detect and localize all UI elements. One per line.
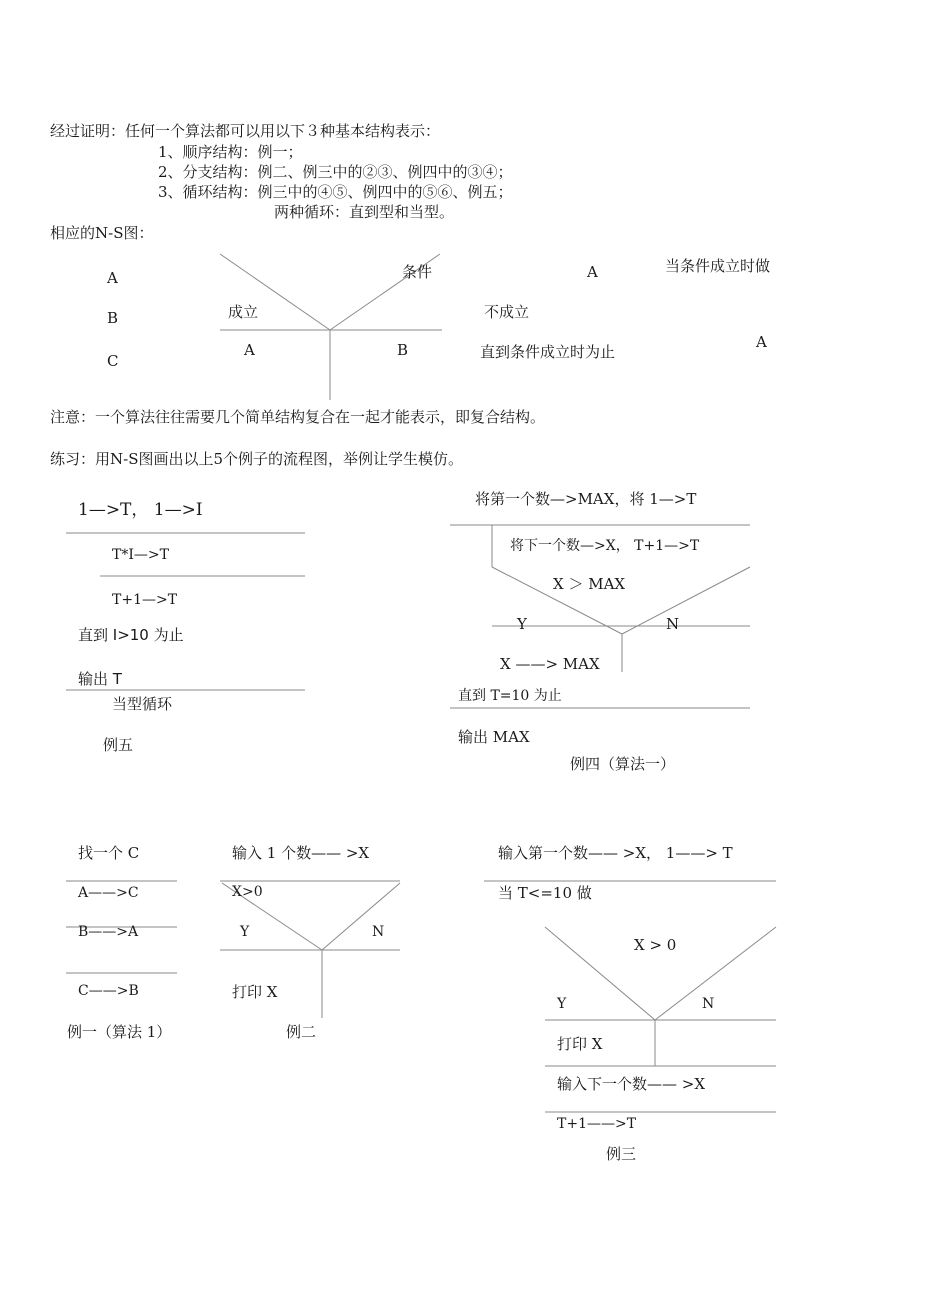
until-body-a: A (756, 333, 767, 351)
ex3-no: N (702, 996, 715, 1012)
exercise-text: 练习：用N-S图画出以上5个例子的流程图，举例让学生模仿。 (50, 450, 464, 468)
ex3-input: 输入第一个数—— >X， 1——> T (498, 844, 733, 862)
ex3-increment: T+1——>T (557, 1116, 637, 1132)
ex3-while: 当 T<=10 做 (498, 884, 592, 902)
ex4-condition: X ＞ MAX (553, 575, 626, 593)
ex4-until: 直到 T=10 为止 (458, 688, 562, 704)
structure-branch: 2、分支结构：例二、例三中的②③、例四中的③④； (158, 163, 513, 181)
ex5-init: 1—>T， 1—>I (78, 500, 203, 520)
ex5-until: 直到 I>10 为止 (78, 626, 184, 644)
ex2-condition: X>0 (232, 884, 263, 900)
ex3-yes: Y (557, 996, 567, 1012)
branch-no-label: 不成立 (484, 303, 530, 321)
ex4-caption: 例四（算法一） (570, 755, 676, 773)
ex1-b-to-a: B——>A (78, 924, 139, 940)
ex3-read-next: 输入下一个数—— >X (557, 1075, 706, 1093)
ex5-multiply: T*I—>T (112, 547, 169, 563)
ex1-a-to-c: A——>C (78, 885, 139, 901)
ex3-print: 打印 X (557, 1035, 603, 1053)
ex2-yes: Y (240, 924, 250, 940)
branch-yes-label: 成立 (228, 303, 259, 321)
ex5-output: 输出 T (78, 670, 122, 688)
ex5-while-note: 当型循环 (112, 695, 173, 713)
seq-label-a: A (107, 269, 118, 287)
while-label: 当条件成立时做 (665, 257, 771, 275)
ex2-print: 打印 X (232, 983, 278, 1001)
ex3-caption: 例三 (606, 1145, 637, 1163)
ex3-condition: X > 0 (634, 936, 677, 954)
seq-label-b: B (107, 309, 119, 327)
branch-b: B (397, 341, 409, 359)
until-label: 直到条件成立时为止 (480, 343, 616, 361)
ex2-no: N (372, 924, 385, 940)
ns-title: 相应的N-S图： (50, 224, 154, 242)
ex5-increment: T+1—>T (112, 592, 178, 608)
intro-line: 经过证明：任何一个算法都可以用以下３种基本结构表示： (50, 122, 441, 140)
ex5-caption: 例五 (103, 736, 134, 754)
note-text: 注意：一个算法往往需要几个简单结构复合在一起才能表示，即复合结构。 (50, 408, 546, 426)
structure-loop: 3、循环结构：例三中的④⑤、例四中的⑤⑥、例五； (158, 183, 513, 201)
ex2-caption: 例二 (286, 1023, 317, 1041)
branch-condition: 条件 (402, 263, 433, 281)
ex1-caption: 例一（算法 1） (67, 1023, 172, 1041)
ex4-output: 输出 MAX (458, 728, 530, 746)
ex1-find-c: 找一个 C (78, 844, 140, 862)
branch-a: A (244, 341, 255, 359)
ex1-c-to-b: C——>B (78, 983, 139, 999)
ex4-init: 将第一个数—>MAX，将 1—>T (475, 490, 697, 508)
seq-label-c: C (107, 352, 119, 370)
ex2-input: 输入 1 个数—— >X (232, 844, 370, 862)
ex4-yes: Y (517, 615, 527, 633)
ex4-no: N (666, 615, 680, 633)
ex4-read-next: 将下一个数—>X， T+1—>T (510, 538, 700, 554)
loop-types: 两种循环：直到型和当型。 (274, 203, 455, 221)
structure-sequence: 1、顺序结构：例一； (158, 143, 303, 161)
ex4-assign: X ——> MAX (500, 655, 600, 673)
while-body-a: A (587, 263, 598, 281)
